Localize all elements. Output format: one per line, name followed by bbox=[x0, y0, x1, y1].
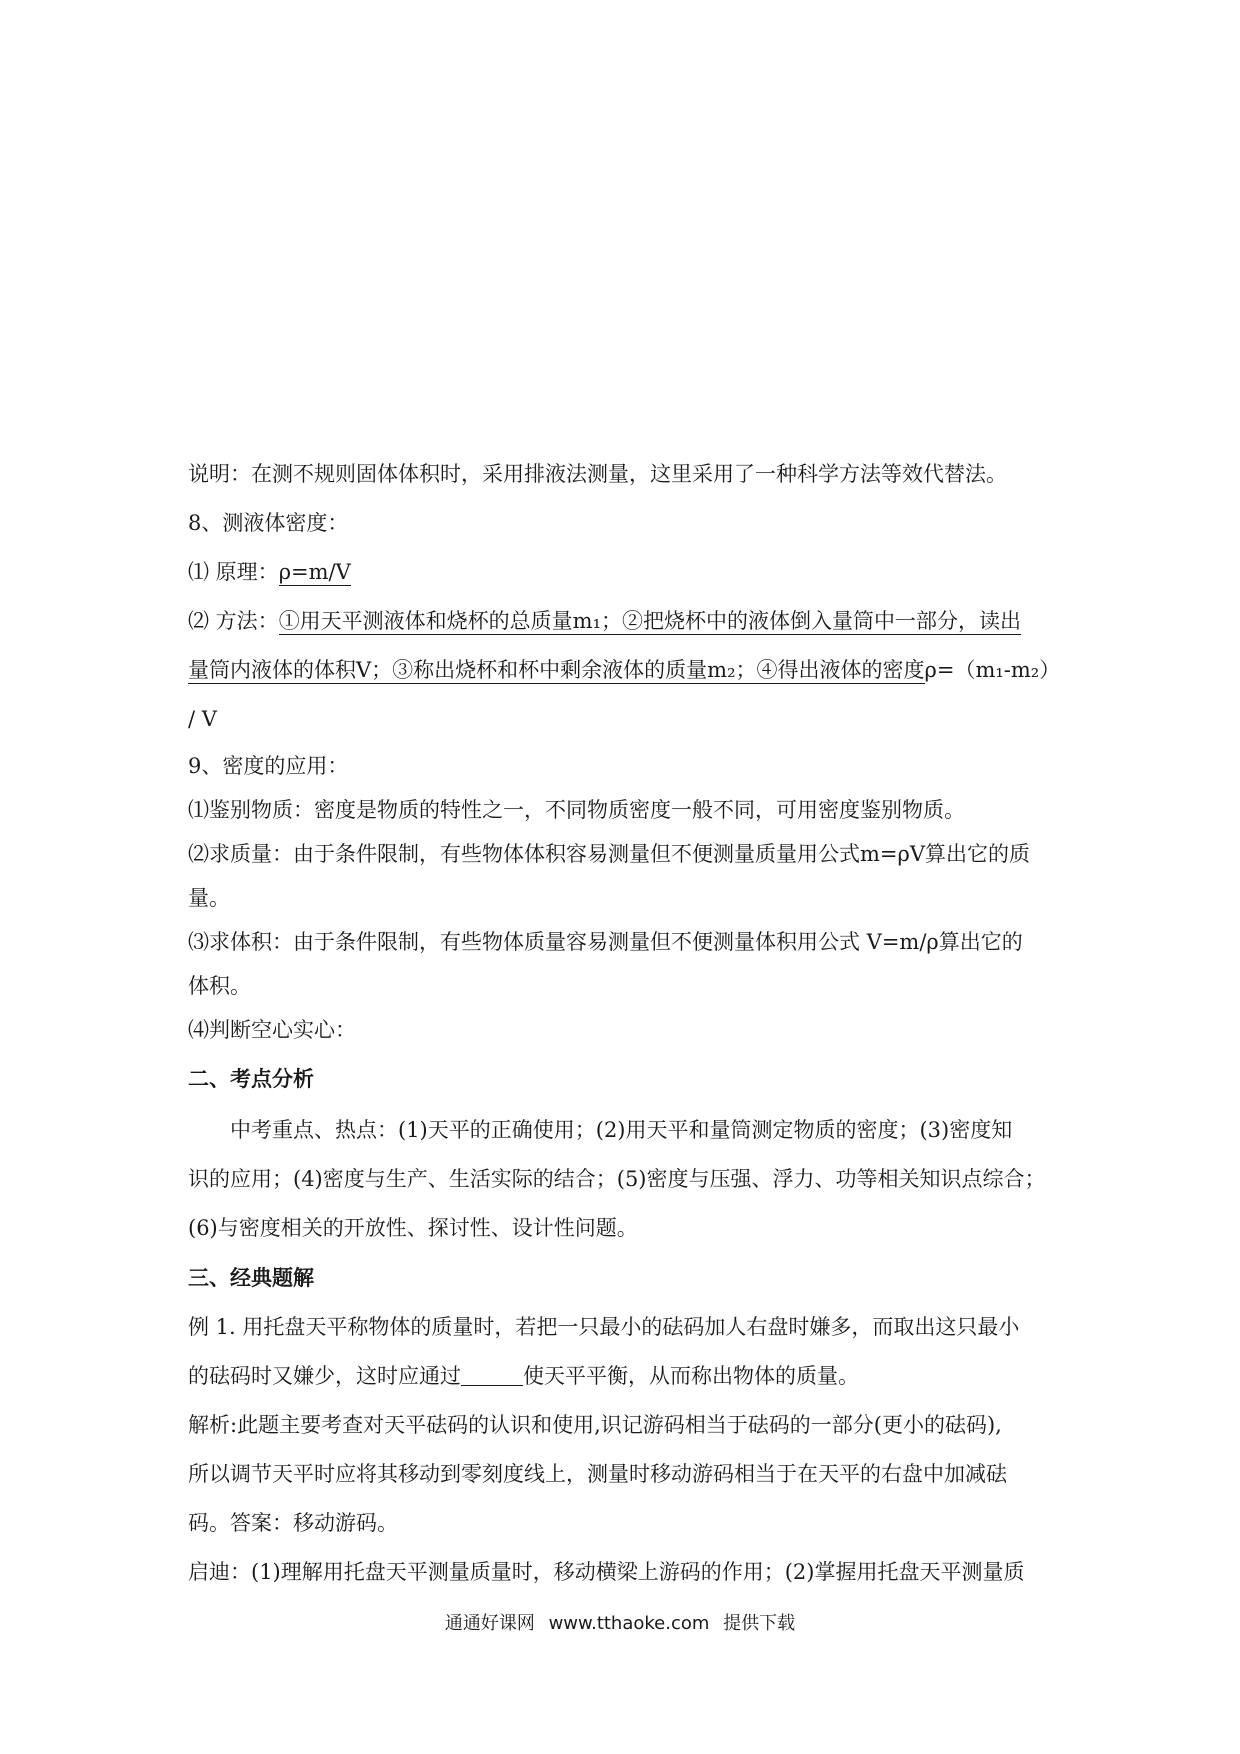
exam-analysis-line-1: 中考重点、热点：(1)天平的正确使用；(2)用天平和量筒测定物质的密度；(3)密度知 bbox=[230, 1118, 1013, 1142]
footer-site-name: 通通好课网 bbox=[444, 1613, 535, 1634]
section-8-method-line-2 bbox=[188, 646, 1063, 695]
section-9-item-3-line-1: ⑶求体积：由于条件限制，有些物体质量容易测量但不便测量体积用公式 V=m/ρ算出它的 bbox=[188, 930, 1023, 954]
method-label: ⑵ 方法： bbox=[188, 609, 279, 633]
page-footer bbox=[0, 1609, 1240, 1635]
example-1-text-before-blank: 的砝码时又嫌少，这时应通过 bbox=[188, 1364, 461, 1388]
method-steps-part-2: 量筒内液体的体积V；③称出烧杯和杯中剩余液体的质量m₂；④得出液体的密度 bbox=[188, 658, 925, 682]
heading-exam-analysis: 二、考点分析 bbox=[188, 1067, 314, 1091]
example-1-text-after-blank: 使天平平衡，从而称出物体的质量。 bbox=[523, 1364, 859, 1388]
heading-classic-problems: 三、经典题解 bbox=[188, 1266, 314, 1290]
insight-line-1: 启迪：(1)理解用托盘天平测量质量时，移动横梁上游码的作用；(2)掌握用托盘天平测量质 bbox=[188, 1560, 1025, 1584]
principle-label: ⑴ 原理： bbox=[188, 560, 279, 584]
section-9-item-1: ⑴鉴别物质：密度是物质的特性之一，不同物质密度一般不同，可用密度鉴别物质。 bbox=[188, 798, 965, 822]
section-9-item-2-line-2: 量。 bbox=[188, 886, 230, 910]
footer-url[interactable]: www.tthaoke.com bbox=[548, 1613, 710, 1634]
example-1-line-1: 例 1. 用托盘天平称物体的质量时，若把一只最小的砝码加人右盘时嫌多，而取出这只最小 bbox=[188, 1315, 1020, 1339]
example-1-line-2 bbox=[188, 1352, 1063, 1401]
analysis-line-1: 解析:此题主要考查对天平砝码的认识和使用,识记游码相当于砝码的一部分(更小的砝码), bbox=[188, 1413, 1002, 1437]
note-paragraph: 说明：在测不规则固体体积时，采用排液法测量，这里采用了一种科学方法等效代替法。 bbox=[188, 462, 1007, 486]
section-9-item-3-line-2: 体积。 bbox=[188, 974, 251, 998]
density-formula: ρ=（m₁-m₂） bbox=[924, 658, 1061, 682]
exam-analysis-line-2: 识的应用；(4)密度与生产、生活实际的结合；(5)密度与压强、浮力、功等相关知识点综合； bbox=[188, 1167, 1046, 1191]
section-8-method-line-3: / V bbox=[188, 707, 217, 731]
exam-analysis-line-3: (6)与密度相关的开放性、探讨性、设计性问题。 bbox=[188, 1216, 638, 1240]
section-9-item-2-line-1: ⑵求质量：由于条件限制，有些物体体积容易测量但不便测量质量用公式m=ρV算出它的质 bbox=[188, 842, 1031, 866]
document-body bbox=[188, 450, 1063, 1597]
method-steps-part-1: ①用天平测液体和烧杯的总质量m₁；②把烧杯中的液体倒入量筒中一部分，读出 bbox=[278, 609, 1022, 633]
footer-suffix: 提供下载 bbox=[723, 1613, 796, 1634]
section-9-item-4: ⑷判断空心实心： bbox=[188, 1018, 356, 1042]
analysis-line-2: 所以调节天平时应将其移动到零刻度线上，测量时移动游码相当于在天平的右盘中加减砝 bbox=[188, 1462, 1007, 1486]
analysis-line-3: 码。答案：移动游码。 bbox=[188, 1511, 398, 1535]
principle-formula: ρ=m/V bbox=[278, 560, 351, 584]
section-8-title: 8、测液体密度： bbox=[188, 511, 349, 535]
answer-blank bbox=[461, 1363, 523, 1386]
section-8-principle bbox=[188, 548, 1063, 597]
section-8-method-line-1 bbox=[188, 597, 1063, 646]
section-9-title: 9、密度的应用： bbox=[188, 754, 349, 778]
